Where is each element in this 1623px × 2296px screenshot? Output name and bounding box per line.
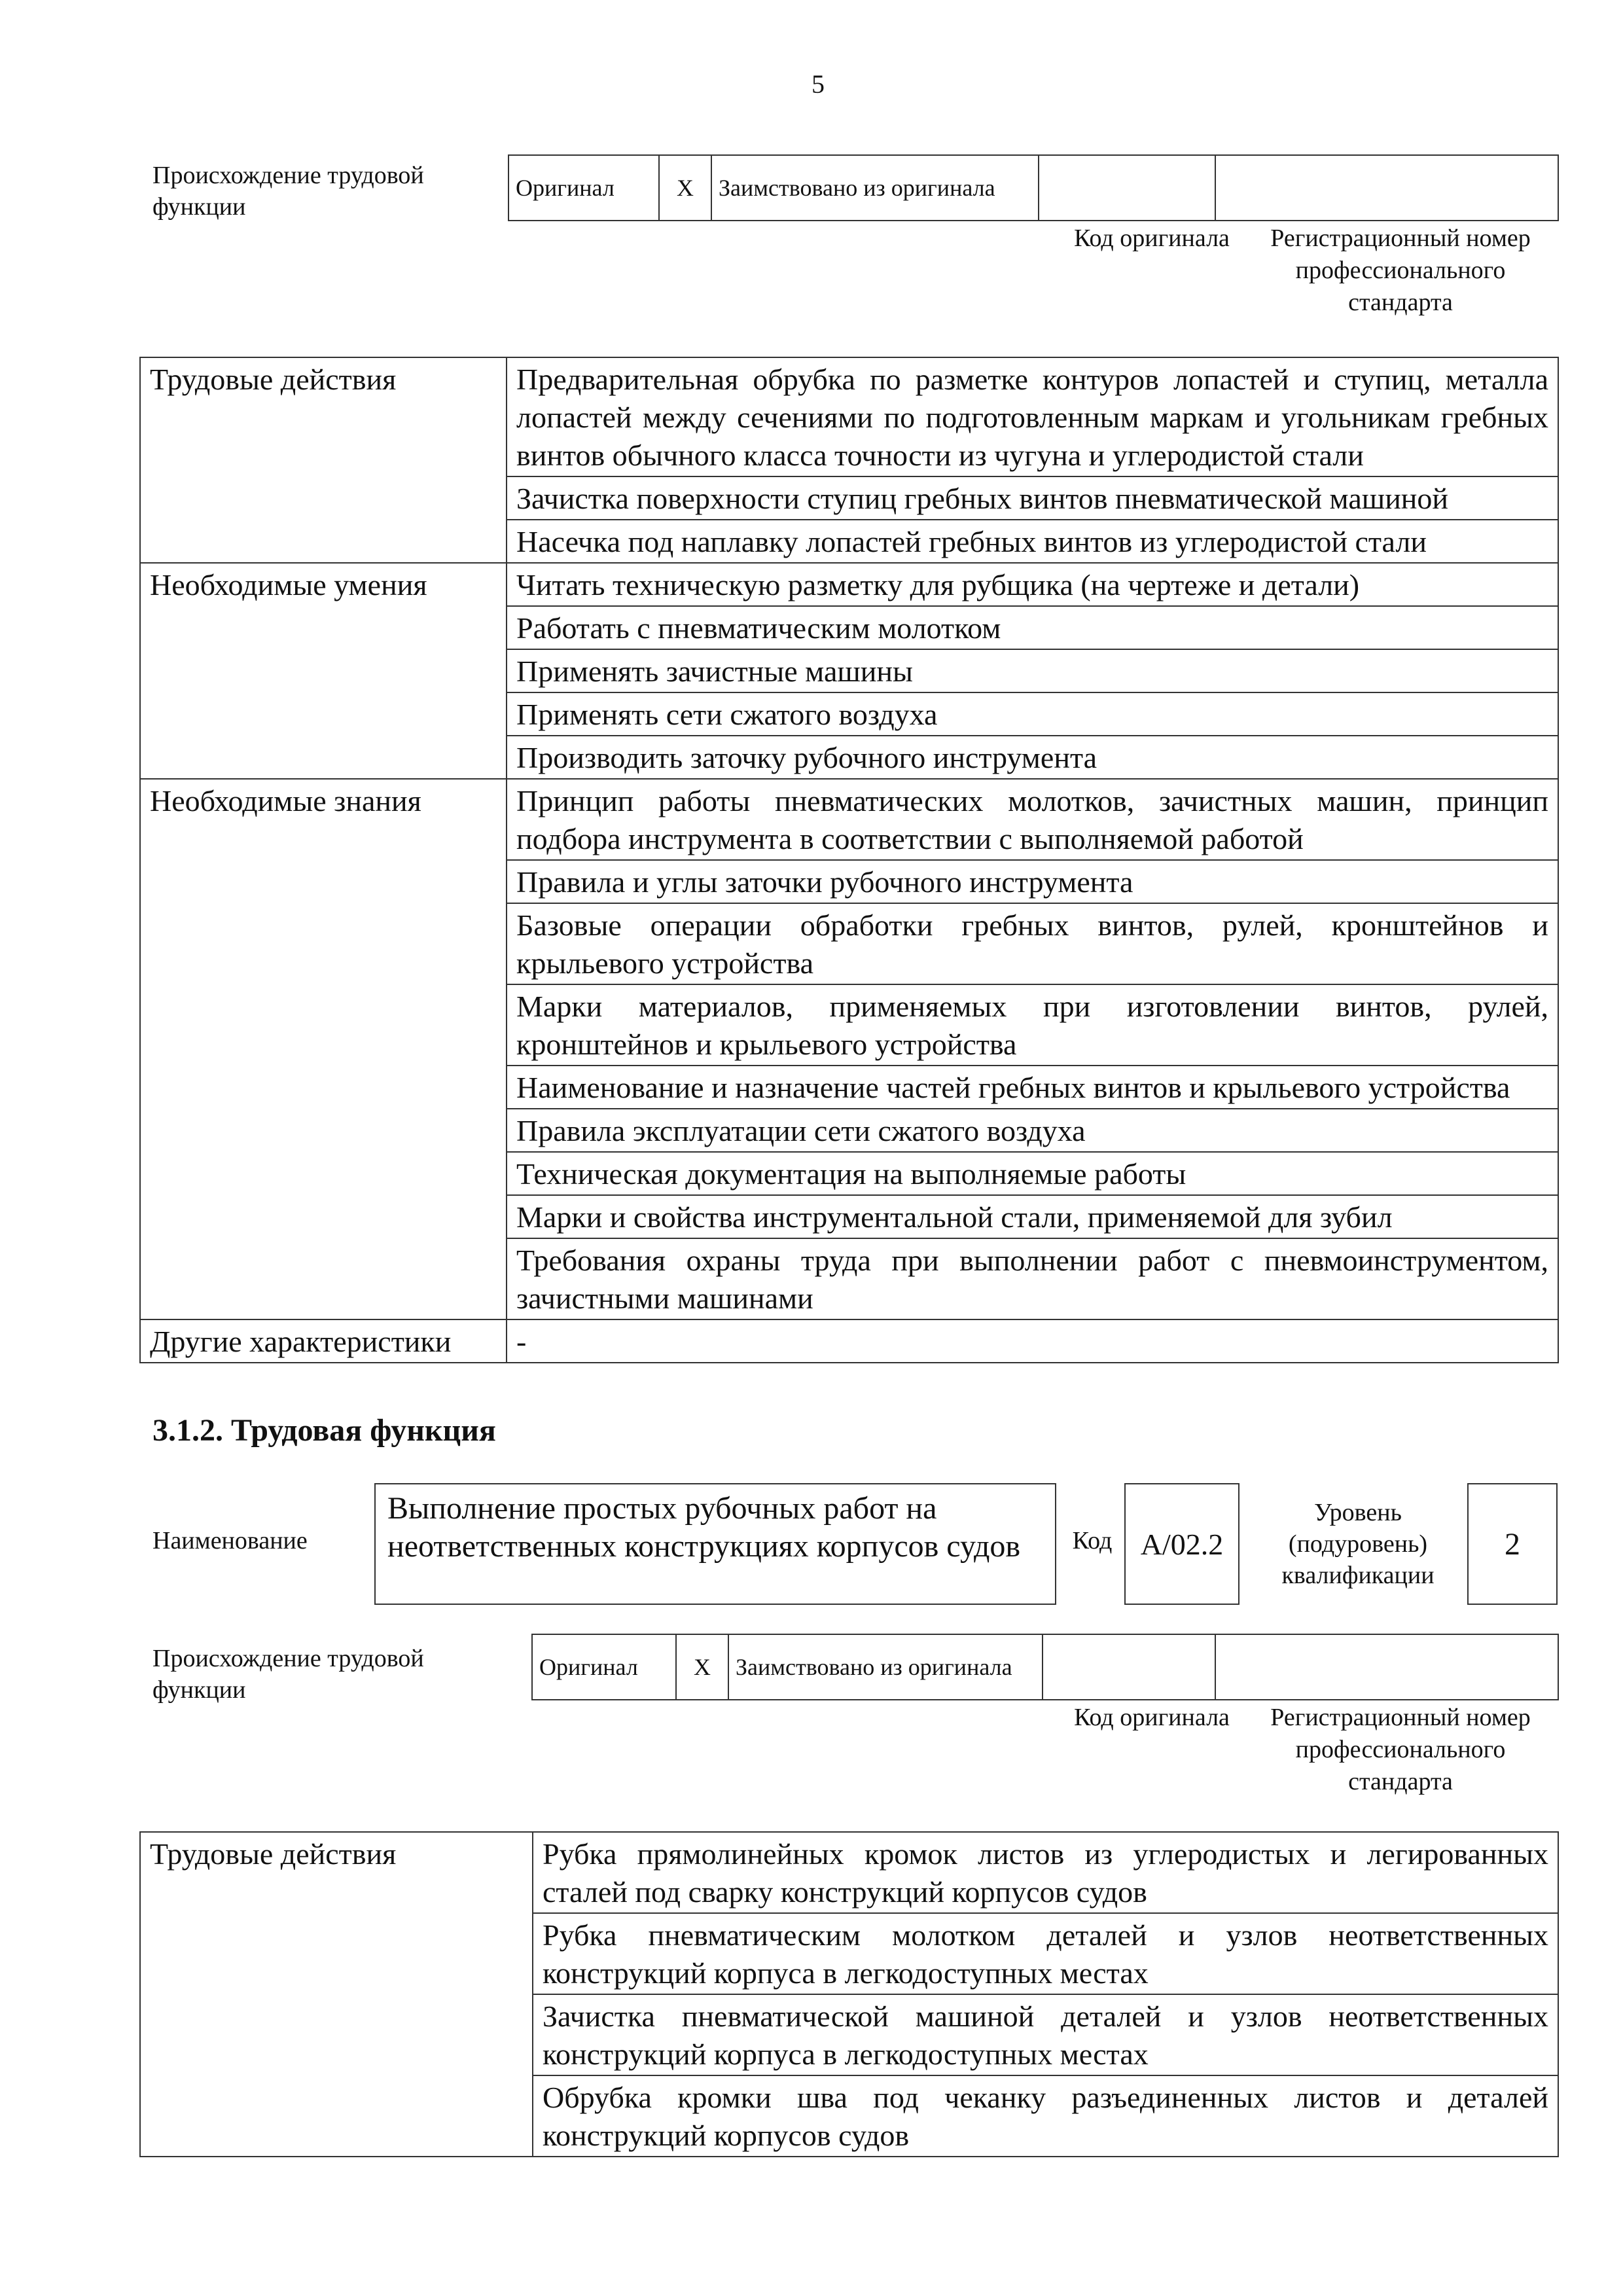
table-row bbox=[140, 1319, 1558, 1363]
table-row bbox=[140, 1832, 1558, 1913]
row-label: Трудовые действия bbox=[140, 1832, 533, 2157]
table-cell: Зачистка поверхности ступиц гребных винтов пневматической машиной bbox=[507, 476, 1558, 520]
table-cell: Правила эксплуатации сети сжатого воздуха bbox=[507, 1109, 1558, 1152]
reg-number-caption: Регистрационный номер профессионального стандарта bbox=[1270, 224, 1531, 316]
table-cell: Принцип работы пневматических молотков, зачистных машин, принцип подбора инструмента в соответствии с выполняемой работой bbox=[507, 779, 1558, 860]
origin-mark: X bbox=[659, 155, 711, 221]
table-cell: - bbox=[507, 1319, 1558, 1363]
origin-label: Происхождение трудовой функции bbox=[152, 1645, 424, 1704]
function-name-box: Выполнение простых рубочных работ на неответственных конструкциях корпусов судов bbox=[374, 1483, 1056, 1605]
table-cell: Наименование и назначение частей гребных винтов и крыльевого устройства bbox=[507, 1066, 1558, 1109]
table-cell: Марки и свойства инструментальной стали, применяемой для зубил bbox=[507, 1195, 1558, 1238]
table-cell: Работать с пневматическим молотком bbox=[507, 606, 1558, 649]
table-cell: Насечка под наплавку лопастей гребных винтов из углеродистой стали bbox=[507, 520, 1558, 563]
origin-table bbox=[508, 154, 1559, 221]
function-2-table bbox=[139, 1831, 1559, 2157]
table-cell: Техническая документация на выполняемые работы bbox=[507, 1152, 1558, 1195]
row-label: Другие характеристики bbox=[140, 1319, 507, 1363]
table-cell: Базовые операции обработки гребных винтов, рулей, кронштейнов и крыльевого устройства bbox=[507, 903, 1558, 984]
level-value-box: 2 bbox=[1467, 1483, 1558, 1605]
table-cell: Производить заточку рубочного инструмента bbox=[507, 736, 1558, 779]
origin-table bbox=[531, 1634, 1559, 1700]
page-number: 5 bbox=[812, 69, 825, 99]
table-cell: Рубка пневматическим молотком деталей и узлов неответственных конструкций корпуса в легкодоступных местах bbox=[533, 1913, 1558, 1994]
level-label: Уровень (подуровень) квалификации bbox=[1281, 1499, 1435, 1589]
table-row bbox=[140, 357, 1558, 476]
origin-original-cell: Оригинал bbox=[508, 155, 659, 221]
row-label: Необходимые знания bbox=[140, 779, 507, 1319]
name-label: Наименование bbox=[152, 1527, 308, 1554]
table-cell: Марки материалов, применяемых при изготовлении винтов, рулей, кронштейнов и крыльевого устройства bbox=[507, 984, 1558, 1066]
row-label: Необходимые умения bbox=[140, 563, 507, 779]
table-cell: Правила и углы заточки рубочного инструмента bbox=[507, 860, 1558, 903]
reg-number-caption: Регистрационный номер профессионального стандарта bbox=[1270, 1704, 1531, 1795]
table-cell: Рубка прямолинейных кромок листов из углеродистых и легированных сталей под сварку конструкций корпусов судов bbox=[533, 1832, 1558, 1913]
origin-original-cell: Оригинал bbox=[532, 1634, 676, 1700]
table-row bbox=[140, 779, 1558, 860]
origin-reg-number-cell bbox=[1215, 1634, 1558, 1700]
table-row bbox=[140, 563, 1558, 606]
section-title: 3.1.2. Трудовая функция bbox=[152, 1413, 496, 1448]
row-label: Трудовые действия bbox=[140, 357, 507, 563]
origin-borrowed-cell: Заимствовано из оригинала bbox=[728, 1634, 1043, 1700]
table-cell: Применять сети сжатого воздуха bbox=[507, 692, 1558, 736]
origin-code-cell bbox=[1039, 155, 1215, 221]
origin-reg-number-cell bbox=[1215, 155, 1558, 221]
table-cell: Применять зачистные машины bbox=[507, 649, 1558, 692]
table-cell: Обрубка кромки шва под чеканку разъединенных листов и деталей конструкций корпусов судов bbox=[533, 2075, 1558, 2157]
origin-mark: X bbox=[676, 1634, 728, 1700]
table-cell: Читать техническую разметку для рубщика (на чертеже и детали) bbox=[507, 563, 1558, 606]
table-cell: Требования охраны труда при выполнении работ с пневмоинструментом, зачистными машинами bbox=[507, 1238, 1558, 1319]
origin-label: Происхождение трудовой функции bbox=[152, 162, 424, 221]
code-caption: Код оригинала bbox=[1074, 224, 1230, 252]
code-label: Код bbox=[1072, 1527, 1113, 1554]
origin-code-cell bbox=[1043, 1634, 1215, 1700]
function-code-box: A/02.2 bbox=[1124, 1483, 1240, 1605]
function-1-table bbox=[139, 357, 1559, 1363]
code-caption: Код оригинала bbox=[1074, 1704, 1230, 1731]
table-cell: Предварительная обрубка по разметке контуров лопастей и ступиц, металла лопастей между сечениями по подготовленным маркам и угольникам гребных винтов обычного класса точности из чугуна и углеродистой стали bbox=[507, 357, 1558, 476]
table-cell: Зачистка пневматической машиной деталей и узлов неответственных конструкций корпуса в легкодоступных местах bbox=[533, 1994, 1558, 2075]
origin-borrowed-cell: Заимствовано из оригинала bbox=[711, 155, 1039, 221]
